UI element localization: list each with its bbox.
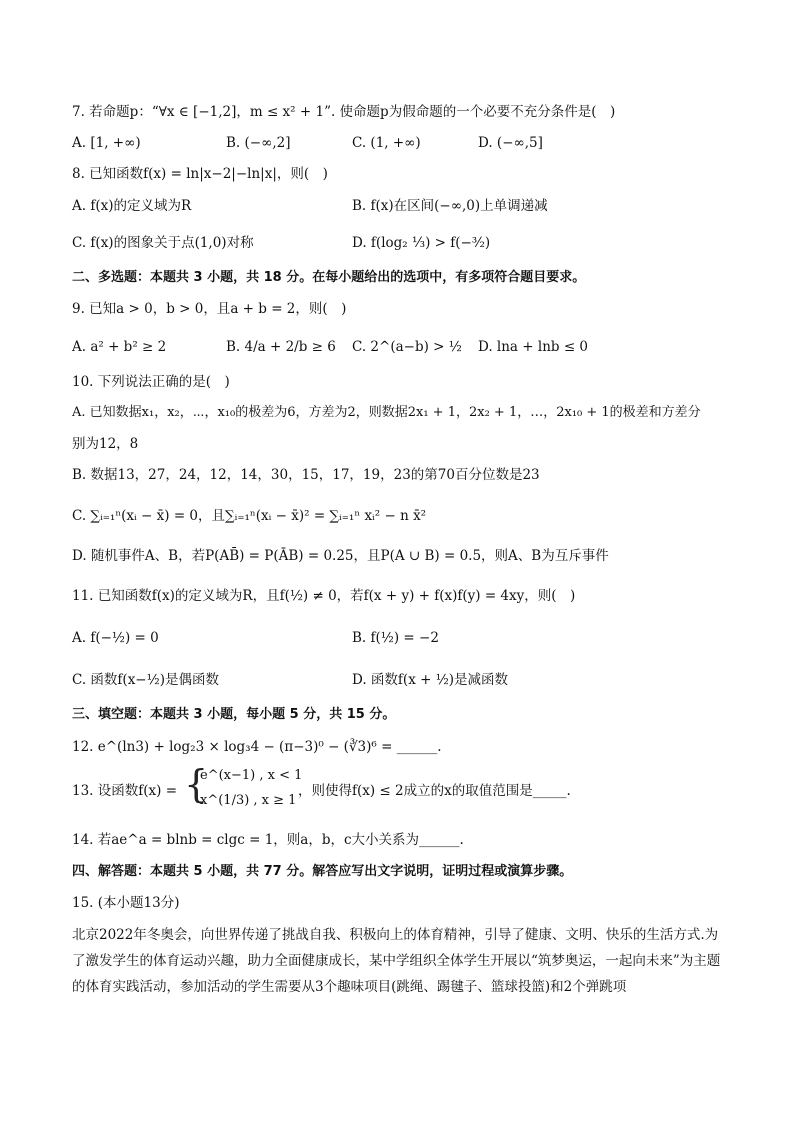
q8-stem: 8. 已知函数f(x) = ln|x−2|−ln|x|，则( ) — [72, 166, 328, 182]
q10-option-b: B. 数据13，27，24，12，14，30，15，17，19，23的第70百分位数是23 — [72, 467, 540, 483]
q10-option-d: D. 随机事件A、B，若P(AB̄) = P(ĀB) = 0.25，且P(A ∪ B) = 0.5，则A、B为互斥事件 — [72, 548, 609, 564]
q11-option-c: C. 函数f(x−½)是偶函数 — [72, 672, 219, 688]
q14-stem: 14. 若ae^a = blnb = clgc = 1，则a，b，c大小关系为______. — [72, 832, 464, 848]
q12-stem: 12. e^(ln3) + log₂3 × log₃4 − (π−3)⁰ − (∛3)⁶ = ______. — [72, 739, 442, 755]
q11-option-d: D. 函数f(x + ½)是减函数 — [352, 672, 509, 688]
q11-option-b: B. f(½) = −2 — [352, 630, 439, 646]
q8-option-b: B. f(x)在区间(−∞,0)上单调递减 — [352, 198, 548, 214]
q8-option-a: A. f(x)的定义域为R — [72, 198, 192, 214]
q9-option-d: D. lna + lnb ≤ 0 — [478, 339, 589, 355]
q7-option-b: B. (−∞,2] — [226, 135, 291, 151]
q8-option-d: D. f(log₂ ⅓) > f(−³⁄₂) — [352, 235, 491, 251]
q13-case-1: e^(x−1) , x < 1 — [200, 768, 303, 783]
q13-label: 13. 设函数f(x) = — [72, 783, 178, 799]
q7-option-d: D. (−∞,5] — [478, 135, 543, 151]
section-multi-choice-heading: 二、多选题：本题共 3 小题，共 18 分。在每小题给出的选项中，有多项符合题目要求。 — [72, 270, 586, 285]
q13-tail: ，则使得f(x) ≤ 2成立的x的取值范围是_____. — [298, 783, 571, 799]
q15-body: 北京2022年冬奥会，向世界传递了挑战自我、积极向上的体育精神，引导了健康、文明、快乐的生活方式.为了激发学生的体育运动兴趣，助力全面健康成长，某中学组织全体学生开展以“筑梦奥运，一起向未来”为主题的体育实践活动，参加活动的学生需要从3个趣味项目(跳绳、踢毽子、篮球投篮)和2个弹跳项 — [72, 927, 721, 995]
section-solve-heading: 四、解答题：本题共 5 小题，共 77 分。解答应写出文字说明，证明过程或演算步骤。 — [72, 864, 573, 879]
q13-brace: { — [184, 762, 209, 806]
q10-option-a-line2: 别为12，8 — [72, 436, 139, 452]
q10-stem: 10. 下列说法正确的是( ) — [72, 374, 230, 390]
q9-option-a: A. a² + b² ≥ 2 — [72, 339, 167, 355]
q13-case-2: x^(1/3) , x ≥ 1 — [200, 793, 297, 808]
q9-option-c: C. 2^(a−b) > ½ — [352, 339, 462, 355]
q10-option-a-line1: A. 已知数据x₁，x₂，⋯，x₁₀的极差为6，方差为2，则数据2x₁ + 1，2x₂ + 1，…，2x₁₀ + 1的极差和方差分 — [72, 405, 701, 420]
q7-option-c: C. (1, +∞) — [352, 135, 421, 151]
q9-stem: 9. 已知a > 0，b > 0，且a + b = 2，则( ) — [72, 301, 347, 317]
q9-option-b: B. 4/a + 2/b ≥ 6 — [226, 339, 336, 355]
q8-option-c: C. f(x)的图象关于点(1,0)对称 — [72, 235, 254, 251]
q15-head: 15. (本小题13分) — [72, 895, 180, 911]
q11-option-a: A. f(−½) = 0 — [72, 630, 159, 646]
q10-option-c: C. ∑ᵢ₌₁ⁿ(xᵢ − x̄) = 0，且∑ᵢ₌₁ⁿ(xᵢ − x̄)² = ∑ᵢ₌₁ⁿ xᵢ² − n x̄² — [72, 508, 427, 524]
q7-stem: 7. 若命题p：“∀x ∈ [−1,2]，m ≤ x² + 1”. 使命题p为假命题的一个必要不充分条件是( ) — [72, 104, 616, 120]
q7-option-a: A. [1, +∞) — [72, 135, 141, 151]
q11-stem: 11. 已知函数f(x)的定义域为R，且f(½) ≠ 0，若f(x + y) + f(x)f(y) = 4xy，则( ) — [72, 588, 576, 604]
section-fill-blank-heading: 三、填空题：本题共 3 小题，每小题 5 分，共 15 分。 — [72, 707, 396, 722]
